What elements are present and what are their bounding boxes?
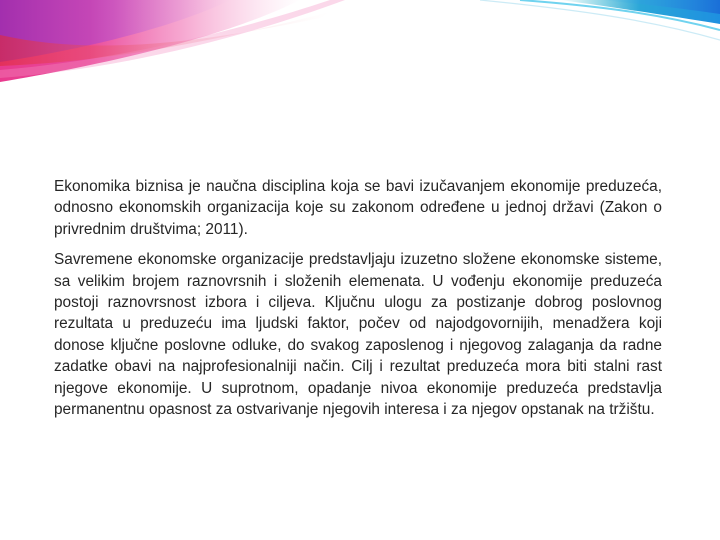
decorative-header-swoosh: [0, 0, 720, 100]
slide-body-text: [54, 176, 662, 429]
paragraph-definition: Ekonomika biznisa je naučna disciplina koja se bavi izučavanjem ekonomije preduzeća, odnosno ekonomskih organizacija koje su zakonom određene u jednoj državi (Zakon o privrednim društvima; 2011).: [54, 178, 662, 238]
paragraph-modern-organizations: Savremene ekonomske organizacije predstavljaju izuzetno složene ekonomske sisteme, sa velikim brojem raznovrsnih i složenih elemenata. U vođenju ekonomije preduzeća postoji raznovrsnost izbora i ciljeva. Ključnu ulogu za postizanje dobrog poslovnog rezultata u preduzeću ima ljudski faktor, počev od najodgovornijih, menadžera koji donose ključne poslovne odluke, do svakog zaposlenog i njegovog zalaganja da radne zadatke obavi na najprofesionalniji način. Cilj i rezultat preduzeća mora biti stalni rast njegove ekonomije. U suprotnom, opadanje nivoa ekonomije preduzeća predstavlja permanentnu opasnost za ostvarivanje njegovih interesa i za njegov opstanak na tržištu.: [54, 251, 662, 419]
